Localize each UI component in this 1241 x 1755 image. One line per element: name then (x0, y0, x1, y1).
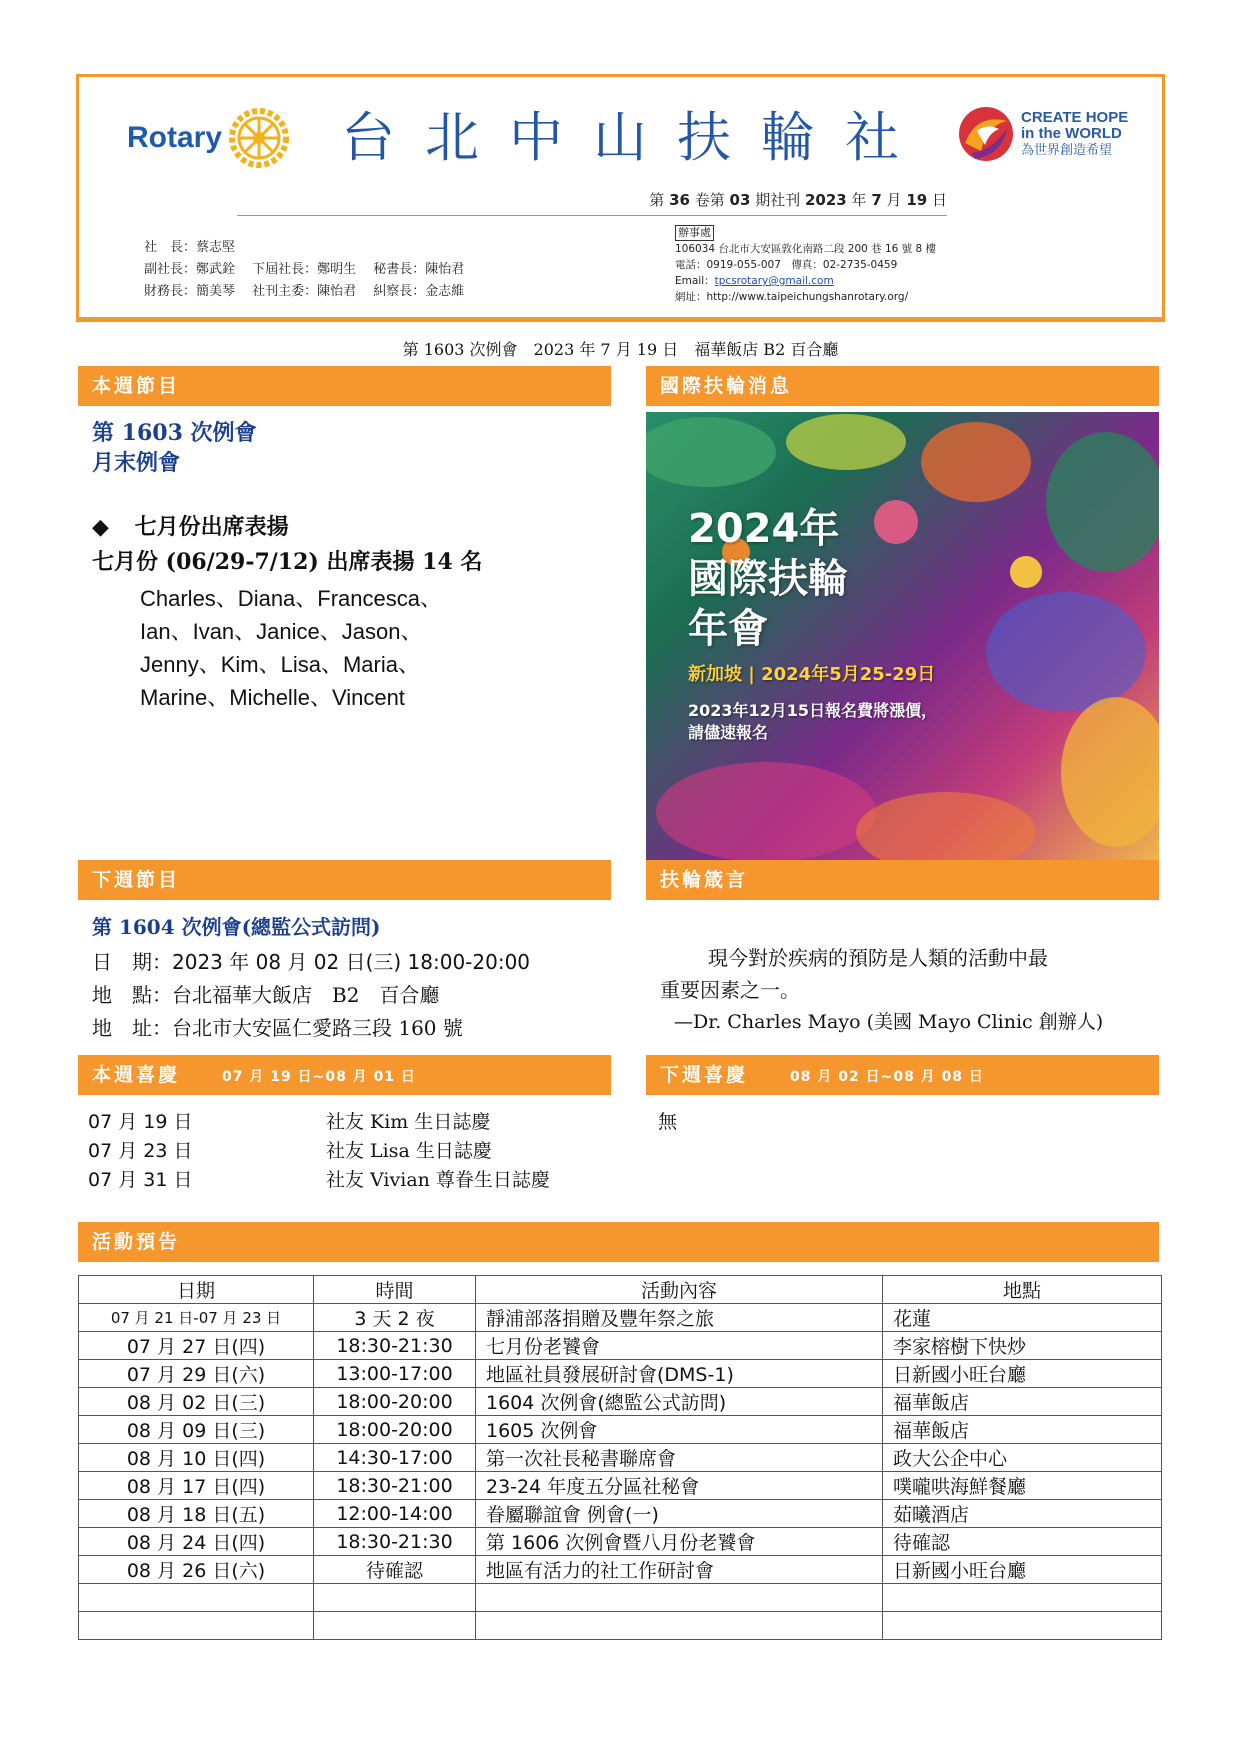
activity-event: 1604 次例會(總監公式訪問) (476, 1388, 883, 1416)
celebrate-text: 社友 Vivian 尊眷生日誌慶 (326, 1169, 550, 1191)
poster-title-line: 2024年 (688, 506, 840, 552)
issue-year: 2023 (804, 191, 847, 209)
masthead (76, 74, 1165, 322)
create-hope-logo (957, 103, 1128, 165)
activities-body (79, 1304, 1162, 1640)
place-value: 台北福華大飯店 B2 百合廳 (172, 983, 440, 1007)
activity-time: 13:00-17:00 (314, 1360, 476, 1388)
names-row: Charles、Diana、Francesca、 (140, 586, 442, 611)
activity-time: 待確認 (314, 1556, 476, 1584)
motto-line: 重要因素之一。 (660, 978, 800, 1002)
column-header: 日期 (79, 1276, 314, 1304)
celebrate-next-text: 無 (658, 1111, 678, 1133)
celebrate-this-range: 07 月 19 日~08 月 01 日 (222, 1069, 416, 1085)
date-value: 2023 年 08 月 02 日(三) 18:00-20:00 (172, 950, 531, 974)
activity-event: 眷屬聯誼會 例會(一) (476, 1500, 883, 1528)
activity-date: 08 月 18 日(五) (79, 1500, 314, 1528)
activity-time (314, 1584, 476, 1612)
activity-place: 李家榕樹下快炒 (883, 1332, 1162, 1360)
table-row (79, 1332, 1162, 1360)
activity-place: 日新國小旺台廳 (883, 1556, 1162, 1584)
activity-date: 07 月 29 日(六) (79, 1360, 314, 1388)
activity-time: 14:30-17:00 (314, 1444, 476, 1472)
table-row (79, 1304, 1162, 1332)
attendance-names (140, 582, 442, 714)
issue-month: 7 (871, 191, 882, 209)
place-label: 地 點： (92, 983, 172, 1007)
activity-place (883, 1612, 1162, 1640)
next-week-addr-row (92, 1012, 530, 1045)
column-header: 活動內容 (476, 1276, 883, 1304)
next-week-details (92, 946, 530, 1045)
table-row (79, 1360, 1162, 1388)
convention-poster (646, 412, 1159, 863)
issue-day: 19 (906, 191, 928, 209)
table-row (79, 1388, 1162, 1416)
activity-event: 地區有活力的社工作研討會 (476, 1556, 883, 1584)
rotary-logo (127, 107, 290, 169)
celebrate-date: 07 月 19 日 (88, 1111, 193, 1133)
activity-time: 18:00-20:00 (314, 1388, 476, 1416)
celebrate-next-range: 08 月 02 日~08 月 08 日 (790, 1069, 984, 1085)
activity-date: 08 月 24 日(四) (79, 1528, 314, 1556)
activity-event (476, 1612, 883, 1640)
celebrate-text: 社友 Lisa 生日誌慶 (326, 1140, 492, 1162)
activity-date: 08 月 09 日(三) (79, 1416, 314, 1444)
office-email (675, 273, 936, 289)
activity-place: 待確認 (883, 1528, 1162, 1556)
activity-place: 花蓮 (883, 1304, 1162, 1332)
activity-date (79, 1612, 314, 1640)
table-row (79, 1612, 1162, 1640)
issue-number: 03 (729, 191, 751, 209)
intl-news-header: 國際扶輪消息 (646, 366, 1159, 406)
attendance-bullet-row (92, 512, 289, 542)
officer-row: 社 長：蔡志堅 (144, 240, 236, 255)
celebrate-text: 社友 Kim 生日誌慶 (326, 1111, 491, 1133)
celebrate-this-list (88, 1108, 550, 1195)
table-row (79, 1500, 1162, 1528)
issue-line (237, 189, 947, 216)
office-info (675, 225, 936, 305)
names-row: Ian、Ivan、Janice、Jason、 (140, 619, 423, 644)
list-item (88, 1166, 550, 1195)
activity-date: 08 月 17 日(四) (79, 1472, 314, 1500)
celebrate-this-header (78, 1055, 611, 1095)
celebrate-this-title: 本週喜慶 (92, 1064, 181, 1086)
activity-event: 七月份老饕會 (476, 1332, 883, 1360)
this-week-line1: 第 1603 次例會 (92, 420, 257, 446)
hope-line-2: in the WORLD (1021, 125, 1122, 142)
activity-place: 日新國小旺台廳 (883, 1360, 1162, 1388)
poster-note-line: 2023年12月15日報名費將漲價， (688, 701, 938, 720)
next-week-header: 下週節目 (78, 860, 611, 900)
activity-date: 07 月 21 日-07 月 23 日 (79, 1304, 314, 1332)
poster-note (688, 700, 937, 744)
issue-text: 第 (649, 191, 665, 209)
this-week-header: 本週節目 (78, 366, 611, 406)
rotary-wordmark: Rotary (127, 121, 223, 154)
diamond-bullet-icon: ◆ (92, 514, 109, 540)
motto-body (660, 942, 1155, 1038)
activity-time (314, 1612, 476, 1640)
hope-line-3: 為世界創造希望 (1021, 142, 1113, 157)
attendance-heading: 七月份出席表揚 (134, 514, 289, 540)
activity-time: 18:00-20:00 (314, 1416, 476, 1444)
motto-header: 扶輪箴言 (646, 860, 1159, 900)
poster-title-line: 國際扶輪 (688, 556, 848, 602)
activity-place: 福華飯店 (883, 1388, 1162, 1416)
rotary-wheel-icon (228, 107, 290, 169)
celebrate-date: 07 月 31 日 (88, 1169, 193, 1191)
office-email-label: Email： (675, 275, 715, 287)
activity-date: 08 月 02 日(三) (79, 1388, 314, 1416)
activity-date: 08 月 26 日(六) (79, 1556, 314, 1584)
activity-time: 12:00-14:00 (314, 1500, 476, 1528)
meeting-line: 第 1603 次例會 2023 年 7 月 19 日 福華飯店 B2 百合廳 (402, 340, 839, 359)
table-row (79, 1416, 1162, 1444)
attendance-title: 七月份 (06/29-7/12) 出席表揚 14 名 (92, 549, 483, 575)
activity-place: 茹曦酒店 (883, 1500, 1162, 1528)
motto-line: 現今對於疾病的預防是人類的活動中最 (708, 946, 1048, 970)
activity-event (476, 1584, 883, 1612)
addr-label: 地 址： (92, 1016, 172, 1040)
office-tag: 辦事處 (675, 225, 714, 241)
table-row (79, 1444, 1162, 1472)
names-row: Marine、Michelle、Vincent (140, 685, 405, 710)
activity-time: 18:30-21:30 (314, 1528, 476, 1556)
this-week-line2: 月末例會 (92, 450, 181, 476)
officer-row: 財務長：簡美琴 社刊主委：陳怡君 糾察長：金志維 (144, 284, 465, 299)
celebrate-next-title: 下週喜慶 (660, 1064, 749, 1086)
hope-line-1: CREATE HOPE (1021, 109, 1129, 126)
activity-place: 福華飯店 (883, 1416, 1162, 1444)
table-row (79, 1556, 1162, 1584)
table-header-row (79, 1276, 1162, 1304)
issue-text: 年 (851, 191, 867, 209)
activity-event: 23-24 年度五分區社秘會 (476, 1472, 883, 1500)
activity-event: 1605 次例會 (476, 1416, 883, 1444)
issue-text: 月 (886, 191, 902, 209)
club-name: 台北中山扶輪社 (341, 106, 929, 169)
table-row (79, 1584, 1162, 1612)
activity-place: 政大公企中心 (883, 1444, 1162, 1472)
poster-date: 新加坡 | 2024年5月25-29日 (688, 664, 936, 685)
next-week-title: 第 1604 次例會(總監公式訪問) (92, 915, 381, 939)
list-item (88, 1108, 550, 1137)
activity-event: 第 1606 次例會暨八月份老饕會 (476, 1528, 883, 1556)
poster-text (688, 504, 937, 744)
poster-note-line: 請儘速報名 (688, 723, 769, 742)
activities-table (78, 1275, 1162, 1640)
activity-place (883, 1584, 1162, 1612)
column-header: 時間 (314, 1276, 476, 1304)
office-address: 106034 台北市大安區敦化南路二段 200 巷 16 號 8 樓 (675, 243, 937, 255)
celebrate-date: 07 月 23 日 (88, 1140, 193, 1162)
hope-swirl-icon (957, 103, 1015, 165)
activities-header: 活動預告 (78, 1222, 1159, 1262)
celebrate-next-header (646, 1055, 1159, 1095)
activity-time: 18:30-21:30 (314, 1332, 476, 1360)
activity-date: 07 月 27 日(四) (79, 1332, 314, 1360)
issue-text: 日 (931, 191, 947, 209)
addr-value: 台北市大安區仁愛路三段 160 號 (172, 1016, 463, 1040)
table-row (79, 1472, 1162, 1500)
column-header: 地點 (883, 1276, 1162, 1304)
table-row (79, 1528, 1162, 1556)
next-week-place-row (92, 979, 530, 1012)
activity-place: 噗嚨哄海鮮餐廳 (883, 1472, 1162, 1500)
activity-date: 08 月 10 日(四) (79, 1444, 314, 1472)
activity-event: 第一次社長秘書聯席會 (476, 1444, 883, 1472)
hope-text (1021, 110, 1128, 158)
email-link[interactable]: tpcsrotary@gmail.com (714, 275, 834, 287)
officers-list (144, 237, 464, 303)
poster-title (688, 504, 937, 654)
activity-event: 地區社員發展研討會(DMS-1) (476, 1360, 883, 1388)
office-web[interactable]: 網址：http://www.taipeichungshanrotary.org/ (675, 291, 909, 303)
issue-text: 卷第 (694, 191, 725, 209)
office-phone: 電話：0919-055-007 傳真：02-2735-0459 (675, 259, 898, 271)
poster-title-line: 年會 (688, 606, 768, 652)
next-week-date-row (92, 946, 530, 979)
motto-attribution: —Dr. Charles Mayo (美國 Mayo Clinic 創辦人) (674, 1011, 1104, 1033)
officer-row: 副社長：鄭武銓 下屆社長：鄭明生 秘書長：陳怡君 (144, 262, 465, 277)
issue-volume: 36 (669, 191, 690, 209)
activity-time: 18:30-21:00 (314, 1472, 476, 1500)
activity-event: 靜浦部落捐贈及豐年祭之旅 (476, 1304, 883, 1332)
activity-time: 3 天 2 夜 (314, 1304, 476, 1332)
date-label: 日 期： (92, 950, 172, 974)
activity-date (79, 1584, 314, 1612)
issue-text: 期社刊 (755, 191, 801, 209)
names-row: Jenny、Kim、Lisa、Maria、 (140, 652, 420, 677)
list-item (88, 1137, 550, 1166)
